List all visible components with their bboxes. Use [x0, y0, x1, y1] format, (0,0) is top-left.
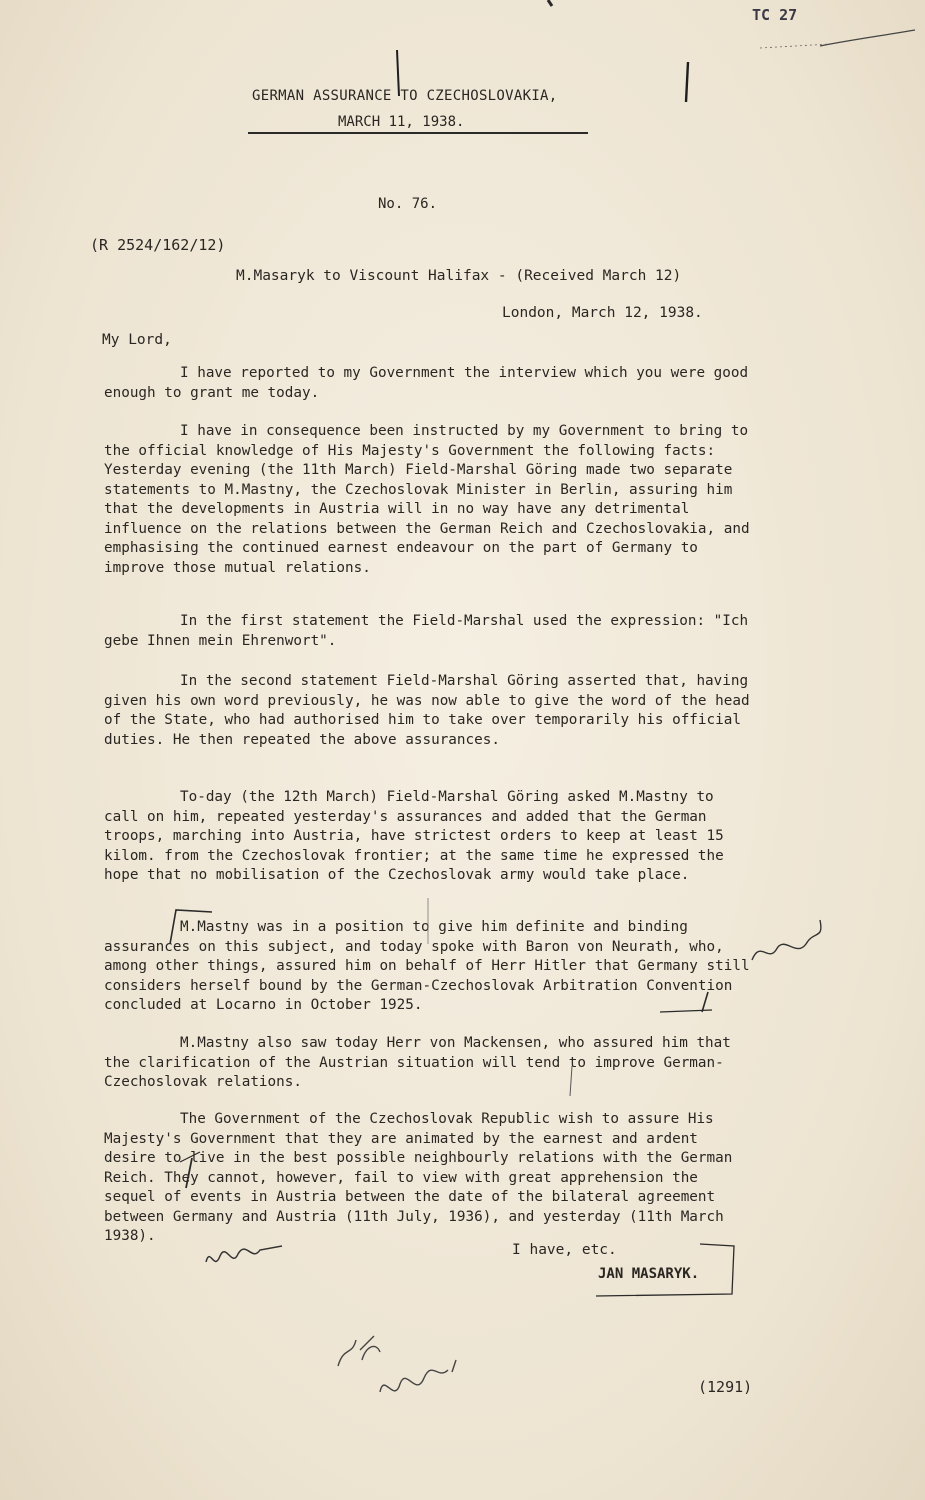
paragraph-2: I have in consequence been instructed by my Government to bring to the official knowledge of His Majesty's Government the following facts: Yesterday evening (the 11th March) Field-Marshal Göring made two separate statements to M.Mastny, the Czechoslovak Minister in Berlin, assuring him that the developments in Austria will in no way have any detrimental influence on the relations between the German Reich and Czechoslovakia, and emphasising the continued earnest endeavour on the part of Germany to improve those mutual relations. — [104, 423, 750, 576]
paragraph-7: M.Mastny also saw today Herr von Mackensen, who assured him that the clarification of the Austrian situation will tend to improve German-Czechoslovak relations. — [104, 1035, 731, 1090]
paragraph-3: In the first statement the Field-Marshal used the expression: "Ich gebe Ihnen mein Ehrenwort". — [104, 613, 749, 649]
document-number: No. 76. — [378, 196, 438, 212]
salutation: My Lord, — [102, 332, 172, 348]
letter-heading: M.Masaryk to Viscount Halifax - (Received March 12) — [236, 268, 682, 284]
folio-number: (1291) — [698, 1378, 753, 1396]
title-underline — [248, 132, 588, 134]
tc-exhibit-number: TC 27 — [752, 6, 798, 24]
place-date: London, March 12, 1938. — [502, 305, 703, 321]
signature: JAN MASARYK. — [598, 1266, 700, 1282]
closing: I have, etc. — [512, 1242, 617, 1258]
paragraph-1: I have reported to my Government the interview which you were good enough to grant me today. — [104, 365, 749, 401]
document-date: MARCH 11, 1938. — [338, 114, 465, 130]
paragraph-4: In the second statement Field-Marshal Göring asserted that, having given his own word previously, he was now able to give the word of the head of the State, who had authorised him to take over temporarily his official duties. He then repeated the above assurances. — [104, 673, 750, 748]
document-title: GERMAN ASSURANCE TO CZECHOSLOVAKIA, — [252, 88, 558, 104]
paragraph-5: To-day (the 12th March) Field-Marshal Göring asked M.Mastny to call on him, repeated yesterday's assurances and added that the German troops, marching into Austria, have strictest orders to keep at least 15 kilom. from the Czechoslovak frontier; at the same time he expressed the hope that no mobilisation of the Czechoslovak army would take place. — [104, 789, 724, 883]
file-reference: (R 2524/162/12) — [90, 236, 226, 254]
paragraph-6: M.Mastny was in a position to give him definite and binding assurances on this subject, and today spoke with Baron von Neurath, who, among other things, assured him on behalf of Herr Hitler that Germany still considers herself bound by the German-Czechoslovak Arbitration Convention concluded at Locarno in October 1925. — [104, 919, 750, 1013]
paragraph-8: The Government of the Czechoslovak Republic wish to assure His Majesty's Government that they are animated by the earnest and ardent desire to live in the best possible neighbourly relations with the German Reich. They cannot, however, fail to view with great apprehension the sequel of events in Austria between the date of the bilateral agreement between Germany and Austria (11th July, 1936), and yesterday (11th March 1938). — [104, 1111, 733, 1244]
